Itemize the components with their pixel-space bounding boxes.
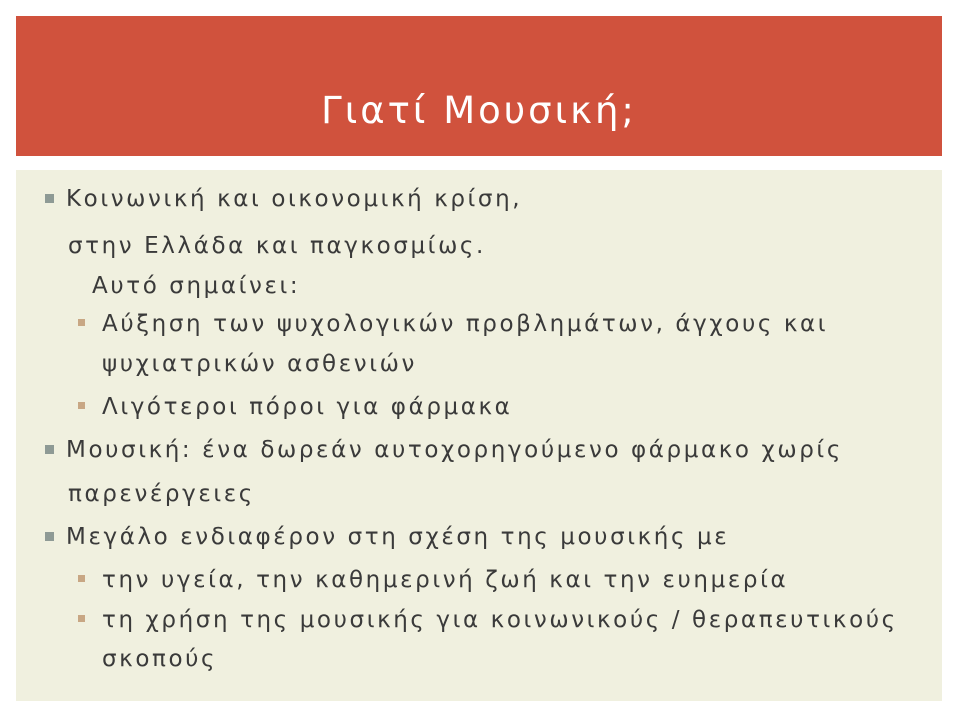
sub-item-2-line-1: Λιγότεροι πόροι για φάρμακα	[102, 394, 513, 420]
sub-bullet-square-icon	[78, 615, 85, 622]
sub-item-1-line-1: Αύξηση των ψυχολογικών προβλημάτων, άγχους και	[102, 311, 829, 337]
bullet-square-icon	[45, 532, 54, 541]
bullet-item-2-line-1: Μουσική: ένα δωρεάν αυτοχορηγούμενο φάρμακο χωρίς	[66, 437, 843, 463]
bullet-square-icon	[45, 445, 54, 454]
title-bar	[16, 16, 942, 156]
bullet-item-1-line-1: Κοινωνική και οικονομική κρίση,	[66, 186, 523, 212]
sub-bullet-square-icon	[78, 319, 85, 326]
sub-bullet-square-icon	[78, 402, 85, 409]
bullet-item-1-line-3: Αυτό σημαίνει:	[92, 273, 301, 299]
slide-title: Γιατί Μουσική;	[321, 89, 637, 132]
bullet-item-1-line-2: στην Ελλάδα και παγκοσμίως.	[68, 233, 486, 259]
content-area	[16, 170, 942, 701]
sub-bullet-square-icon	[78, 575, 85, 582]
bullet-square-icon	[45, 194, 54, 203]
sub-item-4-line-2: σκοπούς	[102, 646, 218, 672]
bullet-item-3-line-1: Μεγάλο ενδιαφέρον στη σχέση της μουσικής με	[66, 524, 730, 550]
sub-item-4-line-1: τη χρήση της μουσικής για κοινωνικούς / θεραπευτικούς	[102, 607, 898, 633]
sub-item-1-line-2: ψυχιατρικών ασθενιών	[102, 351, 417, 377]
sub-item-3-line-1: την υγεία, την καθημερινή ζωή και την ευημερία	[102, 567, 789, 593]
bullet-item-2-line-2: παρενέργειες	[68, 481, 255, 507]
